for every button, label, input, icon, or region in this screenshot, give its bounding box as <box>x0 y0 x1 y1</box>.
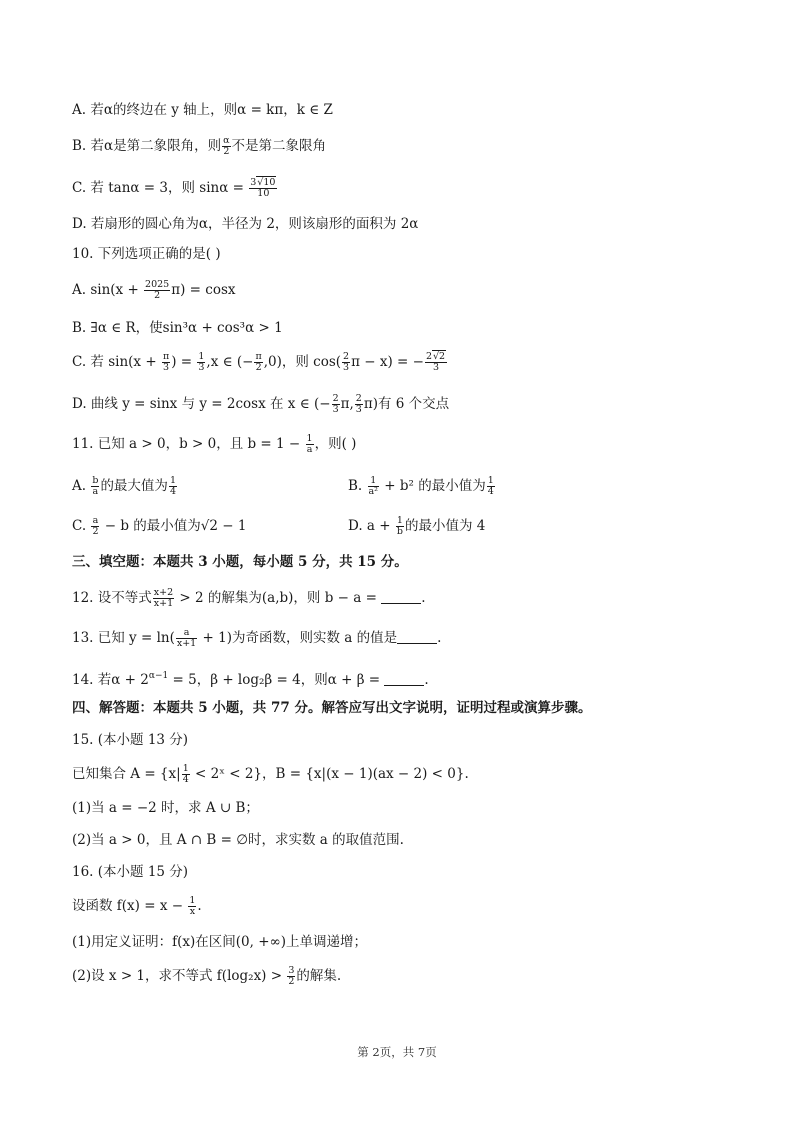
q9-option-c: C. 若 tanα = 3，则 sinα = $\frac{3√10}{10}$ <box>72 177 276 199</box>
q13: 13. 已知 y = ln( $\frac{a}{x+1}$ + 1)为奇函数，则实数 a 的值是 . <box>72 627 442 649</box>
q13-answer-blank[interactable] <box>397 631 437 644</box>
section-4-heading: 四、解答题：本题共 5 小题，共 77 分。解答应写出文字说明，证明过程或演算步骤。 <box>72 700 592 716</box>
q10-option-c: C. 若 sin(x + $\frac{\pi}{3}$ ) = $\frac{1}{3}$ ,x ∈ (− $\frac{\pi}{2}$ ,0)，则 cos( $\frac{2}{3}$ π − x) = − $\frac{2√2}{3}$ <box>72 351 446 373</box>
q11-option-c: C. $\frac{a}{2}$ − b 的最小值为√2 − 1 <box>72 515 247 537</box>
q14-answer-blank[interactable] <box>384 673 424 686</box>
page-footer: 第 2页，共 7页 <box>357 1045 437 1059</box>
q12: 12. 设不等式 $\frac{x+2}{x+1}$ > 2 的解集为(a,b)，则 b − a = . <box>72 587 426 609</box>
q9-option-d: D. 若扇形的圆心角为α，半径为 2，则该扇形的面积为 2α <box>72 216 419 232</box>
q11-option-d: D. a + $\frac{1}{b}$ 的最小值为 4 <box>348 515 486 537</box>
q15-sets: 已知集合 A = {x| $\frac{1}{4}$ < 2ˣ < 2}，B = {x|(x − 1)(ax − 2) < 0}. <box>72 763 469 785</box>
q15-part-2: (2)当 a > 0，且 A ∩ B = ∅时，求实数 a 的取值范围. <box>72 832 404 848</box>
q16-definition: 设函数 f(x) = x − $\frac{1}{x}$ . <box>72 895 202 917</box>
q10-option-a: A. sin(x + $\frac{2025}{2}$ π) = cosx <box>72 279 236 301</box>
q10-stem: 10. 下列选项正确的是( ) <box>72 246 221 262</box>
q11-option-a: A. $\frac{b}{a}$ 的最大值为 $\frac{1}{4}$ <box>72 475 176 497</box>
q9-option-b: B. 若α是第二象限角，则 $\frac{\alpha}{2}$ 不是第二象限角 <box>72 135 327 157</box>
q15-title: 15. (本小题 13 分) <box>72 732 189 748</box>
q10-option-b: B. ∃α ∈ R，使sin³α + cos³α > 1 <box>72 320 283 336</box>
q14: 14. 若$\alpha + 2^{\alpha-1} = 5$，β + log₂β = 4，则α + β = . <box>72 671 429 688</box>
q9-option-a: A. 若α的终边在 y 轴上，则α = kπ，k ∈ Z <box>72 102 333 118</box>
section-3-heading: 三、填空题：本题共 3 小题，每小题 5 分，共 15 分。 <box>72 554 408 570</box>
q11-option-b: B. $\frac{1}{\text{a²}}$ + b² 的最小值为 $\frac{1}{4}$ <box>348 475 494 497</box>
q16-part-2: (2)设 x > 1，求不等式 f(log₂x) > $\frac{3}{2}$ 的解集. <box>72 965 342 987</box>
q16-title: 16. (本小题 15 分) <box>72 864 189 880</box>
q11-stem: 11. 已知 a > 0，b > 0，且 b = 1 − $\frac{1}{a}$ ，则( ) <box>72 433 357 455</box>
q12-answer-blank[interactable] <box>381 591 421 604</box>
q15-part-1: (1)当 a = −2 时，求 A ∪ B； <box>72 800 259 816</box>
q10-option-d: D. 曲线 y = sinx 与 y = 2cosx 在 x ∈ (− $\frac{2}{3}$ π, $\frac{2}{3}$ π)有 6 个交点 <box>72 393 450 415</box>
q16-part-1: (1)用定义证明：f(x)在区间(0, +∞)上单调递增； <box>72 934 368 950</box>
